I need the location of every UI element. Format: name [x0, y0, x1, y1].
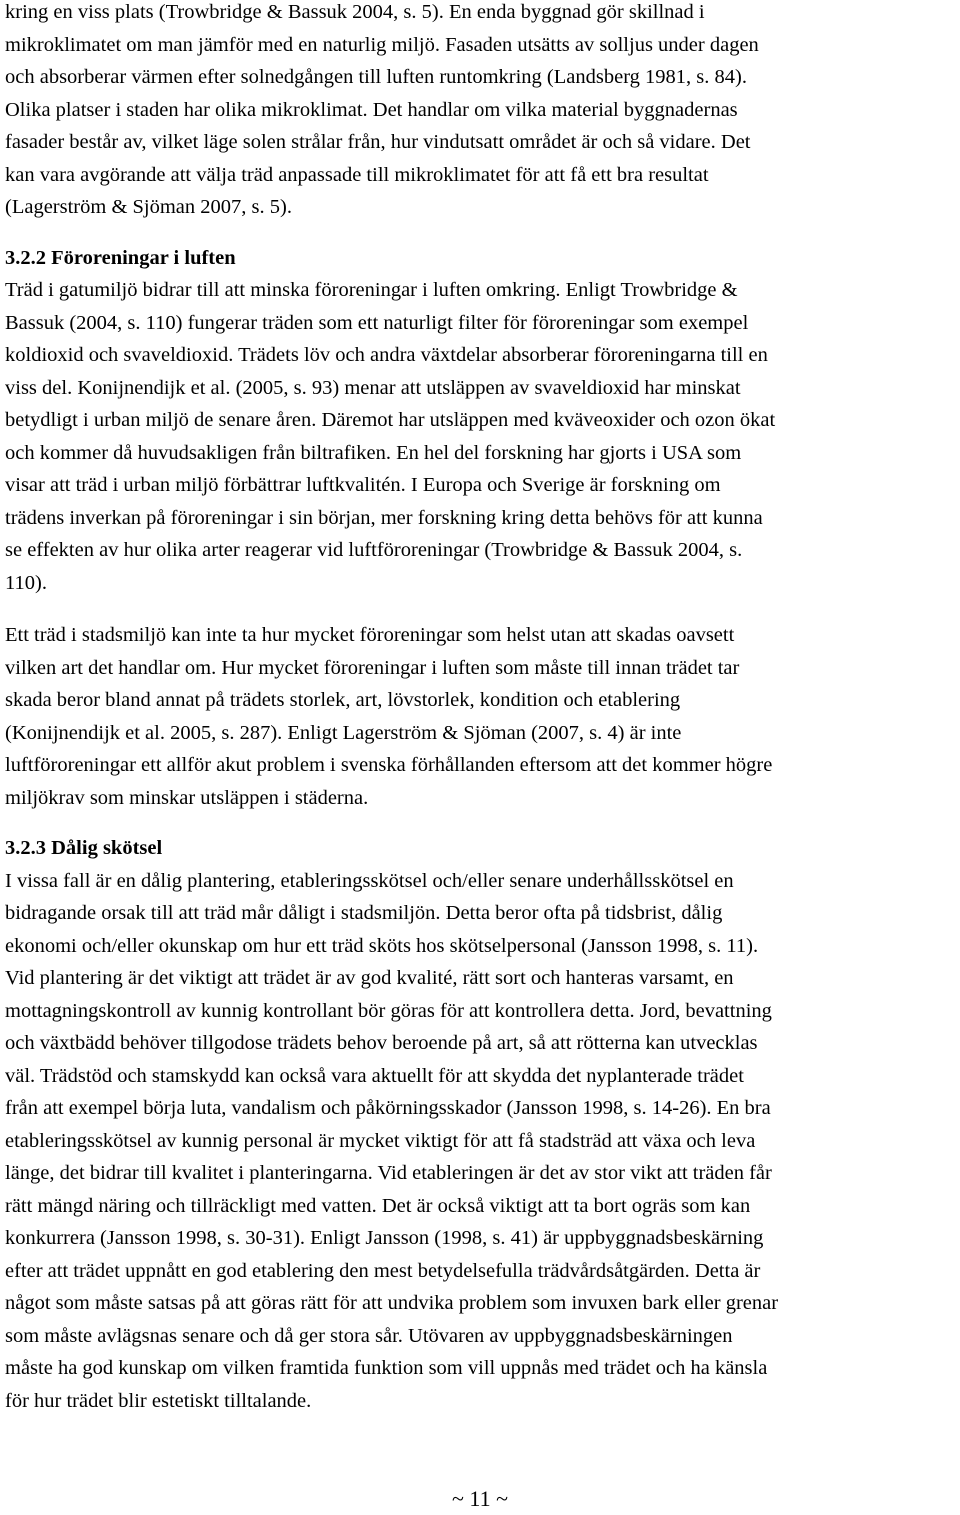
- text-line: vilken art det handlar om. Hur mycket föroreningar i luften som måste till innan trädet tar: [5, 656, 740, 679]
- text-line: Bassuk (2004, s. 110) fungerar träden som ett naturligt filter för föroreningar som exempel: [5, 311, 749, 334]
- text-line: länge, det bidrar till kvalitet i planteringarna. Vid etableringen är det av stor vikt att träden får: [5, 1162, 772, 1184]
- text-line: kan vara avgörande att välja träd anpassade till mikroklimatet för att få ett bra resultat: [5, 163, 709, 186]
- intro-paragraph: [5, 0, 955, 224]
- text-line: visar att träd i urban miljö förbättrar luftkvalitén. I Europa och Sverige är forskning om: [5, 474, 721, 496]
- text-line: viss del. Konijnendijk et al. (2005, s. 93) menar att utsläppen av svaveldioxid har minskat: [5, 376, 741, 399]
- section-heading-poor-maintenance: 3.2.3 Dålig skötsel: [5, 837, 163, 859]
- text-line: bidragande orsak till att träd mår dåligt i stadsmiljön. Detta beror ofta på tidsbrist, dålig: [5, 902, 723, 924]
- text-line: Olika platser i staden har olika mikroklimat. Det handlar om vilka material byggnadernas: [5, 98, 738, 121]
- text-line: och kommer då huvudsakligen från biltrafiken. En hel del forskning har gjorts i USA som: [5, 441, 742, 464]
- text-line: Träd i gatumiljö bidrar till att minska föroreningar i luften omkring. Enligt Trowbridge &: [5, 279, 738, 301]
- air-pollution-paragraph-1: [5, 274, 955, 599]
- text-line: ekonomi och/eller okunskap om hur ett träd sköts hos skötselpersonal (Jansson 1998, s. 11).: [5, 934, 759, 957]
- text-line: 110).: [5, 571, 47, 594]
- page-number: ~ 11 ~: [452, 1486, 508, 1511]
- text-line: (Lagerström & Sjöman 2007, s. 5).: [5, 196, 292, 218]
- text-line: I vissa fall är en dålig plantering, etableringsskötsel och/eller senare underhållsskötsel en: [5, 869, 734, 892]
- text-line: rätt mängd näring och tillräckligt med vatten. Det är också viktigt att ta bort ogräs som kan: [5, 1194, 751, 1217]
- text-line: kring en viss plats (Trowbridge & Bassuk 2004, s. 5). En enda byggnad gör skillnad i: [5, 1, 705, 23]
- text-line: väl. Trädstöd och stamskydd kan också vara aktuellt för att skydda det nyplanterade trädet: [5, 1064, 744, 1087]
- text-line: mottagningskontroll av kunnig kontrollant bör göras för att kontrollera detta. Jord, bevattning: [5, 999, 772, 1022]
- section-heading-air-pollution: 3.2.2 Föroreningar i luften: [5, 246, 236, 269]
- text-line: koldioxid och svaveldioxid. Trädets löv och andra växtdelar absorberar föroreningarna till en: [5, 344, 768, 366]
- text-line: skada beror bland annat på trädets storlek, art, lövstorlek, kondition och etablering: [5, 689, 681, 711]
- text-line: luftföroreningar ett allför akut problem i svenska förhållanden eftersom att det kommer högre: [5, 754, 773, 776]
- text-line: och växtbädd behöver tillgodose trädets behov beroende på art, så att rötterna kan utvecklas: [5, 1032, 758, 1054]
- text-line: och absorberar värmen efter solnedgången till luften runtomkring (Landsberg 1981, s. 84).: [5, 66, 747, 88]
- text-line: måste ha god kunskap om vilken framtida funktion som vill uppnås med trädet och ha känsla: [5, 1357, 768, 1379]
- text-line: fasader består av, vilket läge solen strålar från, hur vindutsatt området är och så vidare. Det: [5, 131, 751, 153]
- text-line: Vid plantering är det viktigt att trädet är av god kvalité, rätt sort och hanteras varsamt, en: [5, 967, 734, 989]
- text-line: betydligt i urban miljö de senare åren. Däremot har utsläppen med kväveoxider och ozon ökat: [5, 409, 776, 431]
- document-page: [5, 0, 955, 1417]
- text-line: (Konijnendijk et al. 2005, s. 287). Enligt Lagerström & Sjöman (2007, s. 4) är inte: [5, 721, 682, 744]
- text-line: se effekten av hur olika arter reagerar vid luftföroreningar (Trowbridge & Bassuk 2004, s.: [5, 539, 743, 561]
- text-line: konkurrera (Jansson 1998, s. 30-31). Enligt Jansson (1998, s. 41) är uppbyggnadsbeskärning: [5, 1227, 764, 1249]
- text-line: Ett träd i stadsmiljö kan inte ta hur mycket föroreningar som helst utan att skadas oavsett: [5, 624, 735, 646]
- text-line: mikroklimatet om man jämför med en naturlig miljö. Fasaden utsätts av solljus under dagen: [5, 33, 759, 56]
- text-line: trädens inverkan på föroreningar i sin början, mer forskning kring detta behövs för att kunna: [5, 506, 763, 529]
- text-line: miljökrav som minskar utsläppen i städerna.: [5, 786, 369, 809]
- text-line: för hur trädet blir estetiskt tilltalande.: [5, 1389, 312, 1412]
- text-line: som måste avlägsnas senare och då ger stora sår. Utövaren av uppbyggnadsbeskärningen: [5, 1324, 733, 1347]
- text-line: från att exempel börja luta, vandalism och påkörningsskador (Jansson 1998, s. 14-26). En bra: [5, 1097, 771, 1119]
- text-line: etableringsskötsel av kunnig personal är mycket viktigt för att få stadsträd att växa och leva: [5, 1129, 756, 1152]
- poor-maintenance-paragraph: [5, 865, 955, 1418]
- text-line: något som måste satsas på att göras rätt för att undvika problem som invuxen bark eller grenar: [5, 1292, 779, 1314]
- air-pollution-paragraph-2: [5, 619, 955, 814]
- text-line: efter att trädet uppnått en god etablering den mest betydelsefulla trädvårdsåtgärden. Detta är: [5, 1259, 761, 1282]
